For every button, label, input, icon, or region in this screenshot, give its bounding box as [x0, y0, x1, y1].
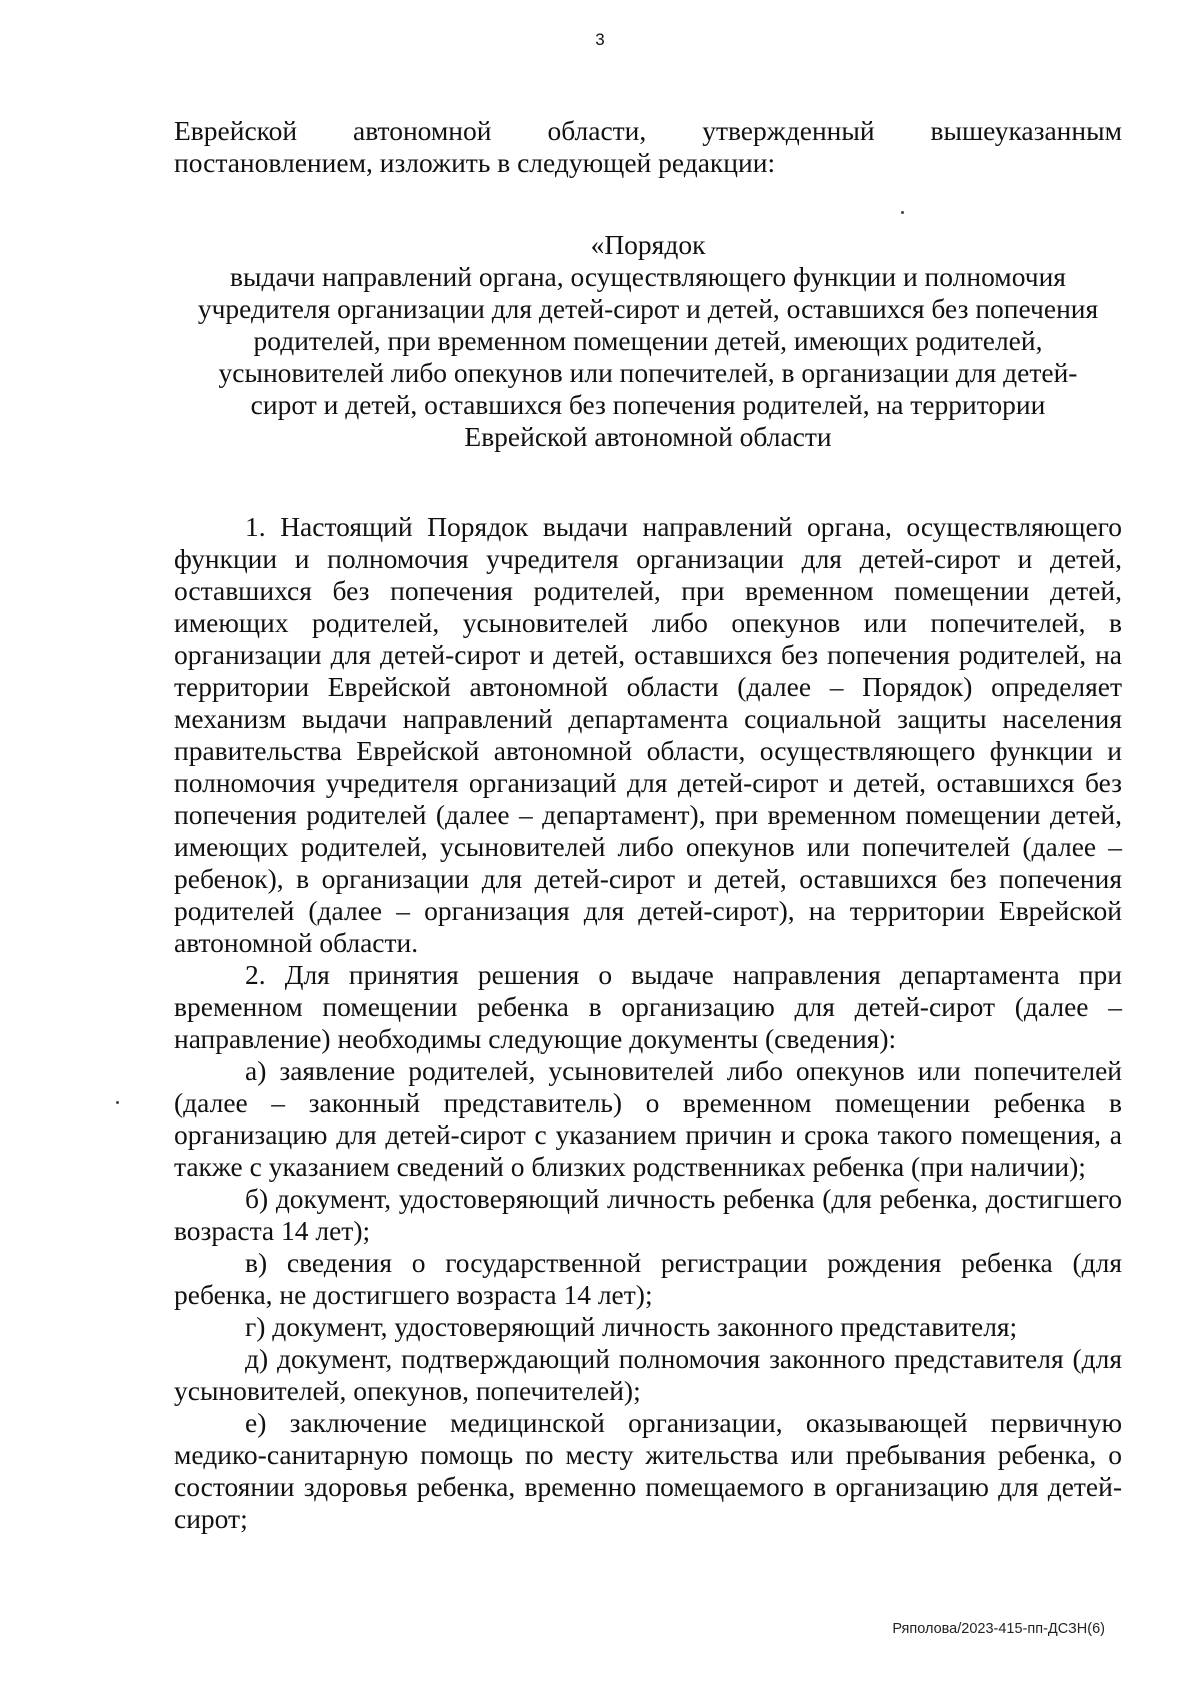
order-title-line: сирот и детей, оставшихся без попечения родителей, на территории	[250, 389, 1046, 420]
scan-speck	[116, 1101, 119, 1104]
document-body	[174, 115, 1122, 1535]
order-title-block	[174, 229, 1122, 453]
order-title-line: родителей, при временном помещении детей, имеющих родителей,	[253, 325, 1043, 356]
clause-1: 1. Настоящий Порядок выдачи направлений органа, осуществляющего функции и полномочия учредителя организации для детей-сирот и детей, оставшихся без попечения родителей, при временном помещении детей, имеющих родителей, усыновителей либо опекунов или попечителей, в организации для детей-сирот и детей, оставшихся без попечения родителей, на территории Еврейской автономной области (далее – Порядок) определяет механизм выдачи направлений департамента социальной защиты населения правительства Еврейской автономной области, осуществляющего функции и полномочия учредителя организаций для детей-сирот и детей, оставшихся без попечения родителей (далее – департамент), при временном помещении детей, имеющих родителей, усыновителей либо опекунов или попечителей (далее – ребенок), в организации для детей-сирот и детей, оставшихся без попечения родителей (далее – организация для детей-сирот), на территории Еврейской автономной области.	[174, 511, 1122, 958]
order-title-line: усыновителей либо опекунов или попечителей, в организации для детей-	[218, 357, 1078, 388]
order-title-heading: «Порядок	[590, 229, 706, 260]
order-title-line: учредителя организации для детей-сирот и детей, оставшихся без попечения	[197, 293, 1099, 324]
order-title-line: Еврейской автономной области	[464, 421, 832, 452]
order-title-line: выдачи направлений органа, осуществляющего функции и полномочия	[230, 261, 1066, 292]
clause-2-item-d: д) документ, подтверждающий полномочия законного представителя (для усыновителей, опекунов, попечителей);	[174, 1343, 1122, 1406]
clause-2-item-v: в) сведения о государственной регистрации рождения ребенка (для ребенка, не достигшего возраста 14 лет);	[174, 1247, 1122, 1310]
clause-2: 2. Для принятия решения о выдаче направления департамента при временном помещении ребенка в организацию для детей-сирот (далее – направление) необходимы следующие документы (сведения):	[174, 959, 1122, 1054]
clause-2-item-e: е) заключение медицинской организации, оказывающей первичную медико-санитарную помощь по месту жительства или пребывания ребенка, о состоянии здоровья ребенка, временно помещаемого в организацию для детей-сирот;	[174, 1407, 1122, 1534]
clause-2-item-g: г) документ, удостоверяющий личность законного представителя;	[245, 1311, 1018, 1342]
page-number: 3	[595, 30, 605, 49]
order-clauses	[174, 511, 1122, 1535]
document-reference-footer: Ряполова/2023-415-пп-ДСЗН(6)	[892, 1621, 1105, 1637]
intro-paragraph: Еврейской автономной области, утвержденный вышеуказанным постановлением, изложить в следующей редакции:	[174, 115, 1122, 178]
clause-2-item-a: а) заявление родителей, усыновителей либо опекунов или попечителей (далее – законный представитель) о временном помещении ребенка в организацию для детей-сирот с указанием причин и срока такого помещения, а также с указанием сведений о близких родственниках ребенка (при наличии);	[174, 1055, 1122, 1182]
scan-speck	[901, 211, 904, 214]
clause-2-item-b: б) документ, удостоверяющий личность ребенка (для ребенка, достигшего возраста 14 лет);	[174, 1183, 1122, 1246]
